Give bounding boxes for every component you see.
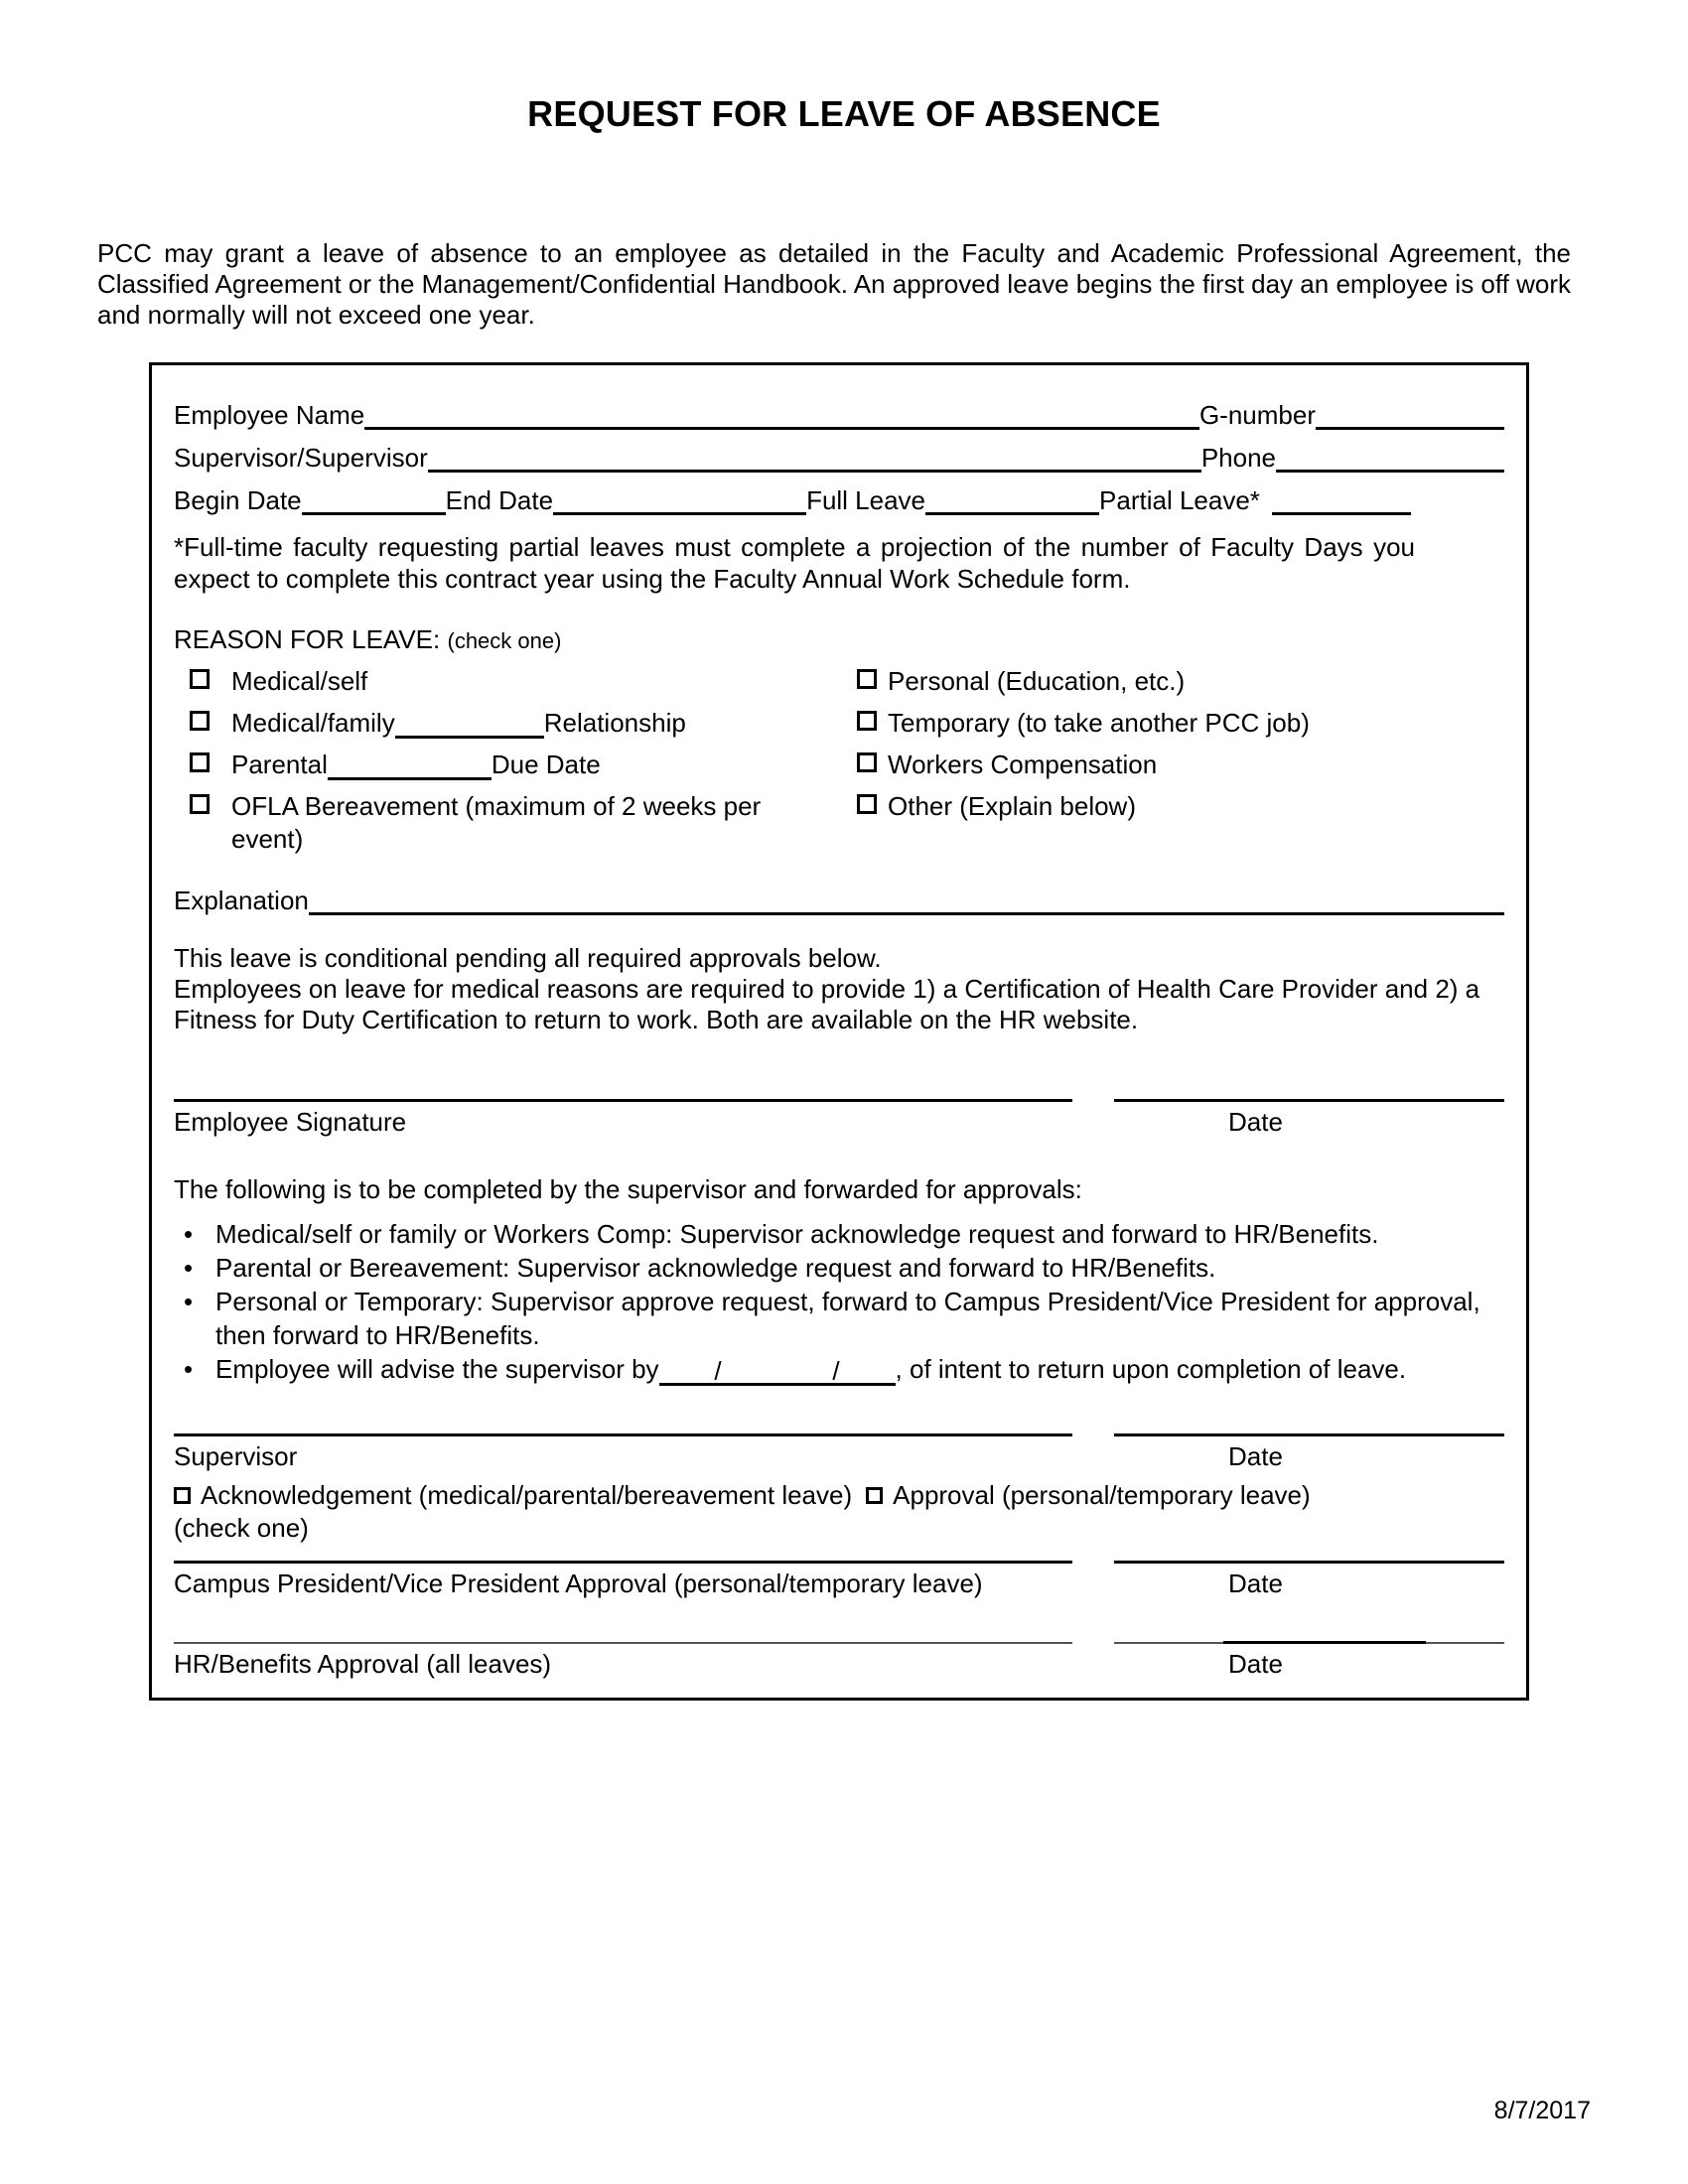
relationship-line[interactable] bbox=[395, 709, 544, 739]
explanation-row bbox=[174, 868, 1504, 915]
reason-option-parental[interactable] bbox=[174, 749, 857, 782]
conditional-note bbox=[174, 943, 1504, 1035]
acknowledgement-label: Acknowledgement (medical/parental/bereavement leave) bbox=[201, 1480, 853, 1510]
full-leave-line[interactable] bbox=[925, 481, 1099, 515]
employee-signature-label: Employee Signature bbox=[174, 1107, 407, 1137]
page-title: REQUEST FOR LEAVE OF ABSENCE bbox=[527, 93, 1161, 134]
ofla-bereavement-label: OFLA Bereavement (maximum of 2 weeks per event) bbox=[231, 791, 762, 854]
supervisor-signature-labels bbox=[174, 1441, 1504, 1471]
supervisor-signature-label: Supervisor bbox=[174, 1441, 298, 1471]
campus-approval-row bbox=[174, 1561, 1504, 1564]
supervisor-signature-row bbox=[174, 1433, 1504, 1436]
supervisor-row bbox=[174, 430, 1504, 473]
workers-comp-label: Workers Compensation bbox=[888, 750, 1158, 779]
hr-approval-line[interactable] bbox=[174, 1642, 1072, 1644]
begin-date-line[interactable] bbox=[302, 481, 446, 515]
workers-comp-checkbox[interactable] bbox=[857, 752, 877, 772]
bullet-text: Personal or Temporary: Supervisor approve request, forward to Campus President/Vice President for approval, then forward to HR/Benefits. bbox=[215, 1287, 1480, 1350]
explanation-line[interactable] bbox=[309, 882, 1504, 915]
reason-heading-row bbox=[174, 624, 1504, 655]
relationship-label: Relationship bbox=[543, 708, 686, 738]
list-item bbox=[174, 1217, 1504, 1251]
supervisor-instructions: The following is to be completed by the supervisor and forwarded for approvals: bbox=[174, 1174, 1082, 1204]
reason-options bbox=[174, 665, 1504, 856]
supervisor-signature-line[interactable] bbox=[174, 1433, 1072, 1436]
medical-family-label: Medical/family bbox=[231, 708, 395, 738]
employee-date-line[interactable] bbox=[1114, 1099, 1504, 1102]
employee-name-line[interactable] bbox=[364, 396, 1199, 430]
acknowledgement-checkbox[interactable] bbox=[174, 1487, 191, 1504]
date-label: Date bbox=[1228, 1441, 1283, 1471]
parental-label: Parental bbox=[231, 750, 328, 779]
employee-signature-labels bbox=[174, 1107, 1504, 1137]
list-item bbox=[174, 1285, 1504, 1352]
personal-label: Personal (Education, etc.) bbox=[888, 666, 1186, 696]
employee-signature-row bbox=[174, 1099, 1504, 1102]
supervisor-label: Supervisor/Supervisor bbox=[174, 443, 428, 473]
spacer bbox=[1072, 1649, 1114, 1679]
reason-heading: REASON FOR LEAVE: bbox=[174, 624, 441, 654]
medical-self-label: Medical/self bbox=[231, 666, 368, 696]
personal-checkbox[interactable] bbox=[857, 669, 877, 689]
conditional-note-line1: This leave is conditional pending all required approvals below. bbox=[174, 943, 882, 973]
form-box bbox=[149, 362, 1529, 1701]
list-item bbox=[174, 1251, 1504, 1285]
bullet-icon: • bbox=[184, 1287, 194, 1316]
advise-suffix: , of intent to return upon completion of leave. bbox=[895, 1354, 1407, 1384]
reason-heading-note: (check one) bbox=[447, 628, 562, 653]
dates-row bbox=[174, 473, 1504, 515]
partial-leave-line[interactable] bbox=[1272, 481, 1411, 515]
campus-date-line[interactable] bbox=[1114, 1561, 1504, 1564]
other-label: Other (Explain below) bbox=[888, 791, 1136, 821]
phone-label: Phone bbox=[1200, 443, 1276, 473]
reason-option-personal[interactable] bbox=[857, 665, 1504, 699]
reason-option-workers-comp[interactable] bbox=[857, 749, 1504, 782]
approval-steps-list bbox=[174, 1217, 1504, 1386]
spacer bbox=[1072, 1441, 1114, 1471]
spacer bbox=[1072, 1569, 1114, 1598]
campus-approval-label: Campus President/Vice President Approval (personal/temporary leave) bbox=[174, 1569, 983, 1598]
bullet-icon: • bbox=[184, 1219, 194, 1249]
return-date-line[interactable] bbox=[659, 1354, 896, 1386]
hr-approval-row bbox=[174, 1642, 1504, 1644]
due-date-line[interactable] bbox=[328, 751, 492, 780]
bullet-text: Parental or Bereavement: Supervisor acknowledge request and forward to HR/Benefits. bbox=[215, 1253, 1216, 1283]
supervisor-date-line[interactable] bbox=[1114, 1433, 1504, 1436]
reason-option-medical-family[interactable] bbox=[174, 707, 857, 741]
employee-signature-line[interactable] bbox=[174, 1099, 1072, 1102]
approval-checkbox[interactable] bbox=[866, 1487, 883, 1504]
spacer bbox=[1072, 1107, 1114, 1137]
reason-option-temporary[interactable] bbox=[857, 707, 1504, 741]
end-date-line[interactable] bbox=[553, 481, 806, 515]
campus-approval-line[interactable] bbox=[174, 1561, 1072, 1564]
parental-checkbox[interactable] bbox=[190, 752, 210, 772]
campus-approval-labels bbox=[174, 1569, 1504, 1598]
reason-option-ofla-bereavement[interactable] bbox=[174, 790, 857, 856]
begin-date-label: Begin Date bbox=[174, 485, 302, 515]
temporary-label: Temporary (to take another PCC job) bbox=[888, 708, 1310, 738]
advise-prefix: Employee will advise the supervisor by bbox=[215, 1354, 659, 1384]
full-leave-label: Full Leave bbox=[806, 485, 926, 515]
partial-leave-note: *Full-time faculty requesting partial leaves must complete a projection of the number of Faculty Days you expect to complete this contract year using the Faculty Annual Work Schedule form. bbox=[174, 532, 1415, 594]
intro-paragraph: PCC may grant a leave of absence to an employee as detailed in the Faculty and Academic Professional Agreement, the Classified Agreement or the Management/Confidential Handbook. An approved leave begins the first day an employee is off work and normally will not exceed one year. bbox=[97, 238, 1571, 330]
approval-label: Approval (personal/temporary leave) bbox=[893, 1480, 1311, 1510]
employee-name-label: Employee Name bbox=[174, 400, 365, 430]
employee-name-row bbox=[174, 387, 1504, 430]
bullet-text: Medical/self or family or Workers Comp: Supervisor acknowledge request and forward to HR/Benefits. bbox=[215, 1219, 1379, 1249]
g-number-line[interactable] bbox=[1316, 396, 1504, 430]
phone-line[interactable] bbox=[1276, 439, 1504, 473]
due-date-label: Due Date bbox=[491, 750, 601, 779]
temporary-checkbox[interactable] bbox=[857, 711, 877, 731]
date-slash: / bbox=[714, 1356, 722, 1386]
reason-option-other[interactable] bbox=[857, 790, 1504, 856]
supervisor-action-row bbox=[174, 1479, 1504, 1511]
medical-self-checkbox[interactable] bbox=[190, 669, 210, 689]
partial-leave-label: Partial Leave* bbox=[1099, 485, 1260, 515]
ofla-bereavement-checkbox[interactable] bbox=[190, 794, 210, 814]
check-one-label: (check one) bbox=[174, 1513, 309, 1543]
g-number-label: G-number bbox=[1198, 400, 1316, 430]
conditional-note-line2: Employees on leave for medical reasons are required to provide 1) a Certification of Health Care Provider and 2) a Fitness for Duty Certification to return to work. Both are available on the HR website. bbox=[174, 974, 1480, 1034]
date-label: Date bbox=[1228, 1648, 1283, 1679]
hr-date-line[interactable] bbox=[1114, 1642, 1504, 1644]
hr-approval-labels bbox=[174, 1649, 1504, 1679]
explanation-label: Explanation bbox=[174, 886, 309, 915]
bullet-icon: • bbox=[184, 1354, 194, 1384]
date-label: Date bbox=[1228, 1107, 1283, 1137]
reason-option-medical-self[interactable] bbox=[174, 665, 857, 699]
date-label: Date bbox=[1228, 1569, 1283, 1598]
date-slash: / bbox=[832, 1356, 840, 1386]
medical-family-checkbox[interactable] bbox=[190, 711, 210, 731]
bullet-icon: • bbox=[184, 1253, 194, 1283]
revision-date: 8/7/2017 bbox=[1493, 2097, 1591, 2124]
line-segment bbox=[1223, 1641, 1426, 1644]
hr-approval-label: HR/Benefits Approval (all leaves) bbox=[174, 1648, 552, 1679]
list-item-advise bbox=[174, 1352, 1504, 1386]
other-checkbox[interactable] bbox=[857, 794, 877, 814]
supervisor-line[interactable] bbox=[428, 439, 1201, 473]
end-date-label: End Date bbox=[445, 485, 554, 515]
